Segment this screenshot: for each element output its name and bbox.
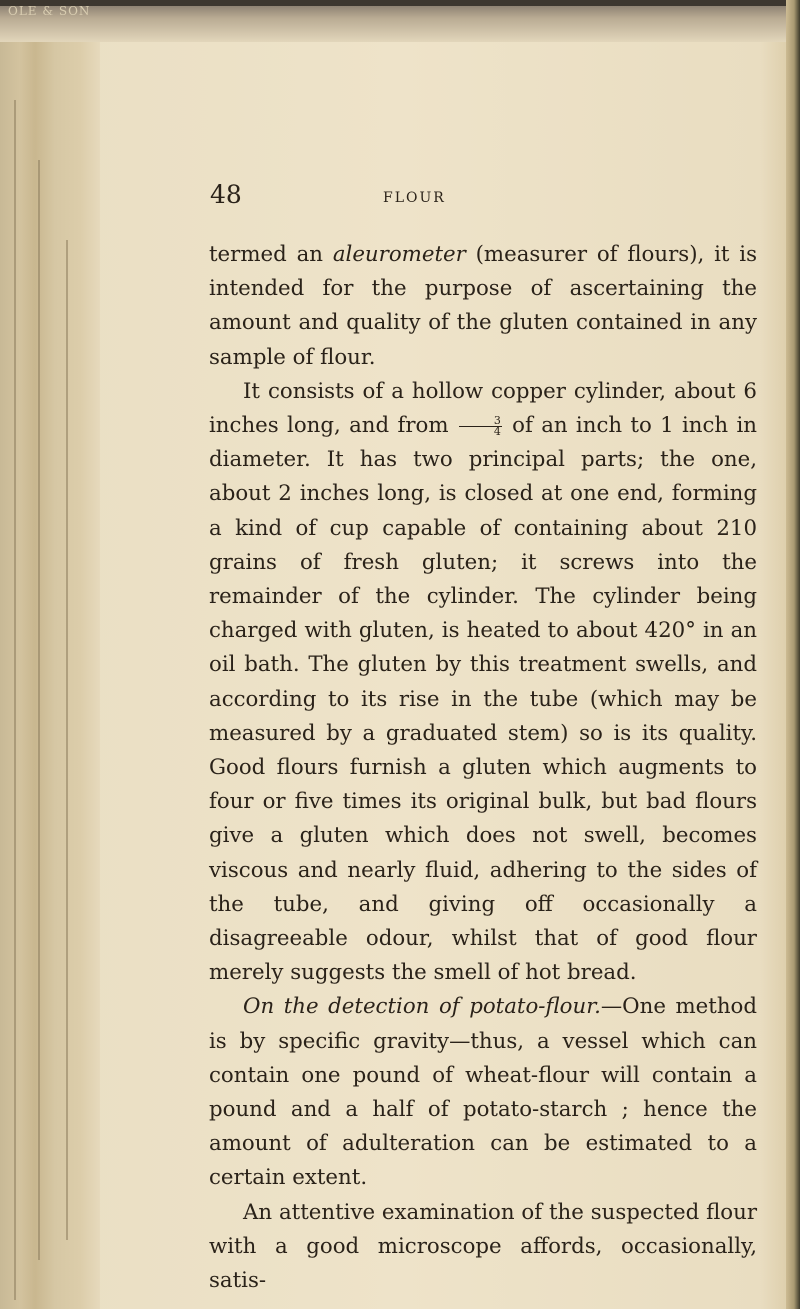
paragraph [209, 990, 757, 1195]
binding-gutter [0, 40, 100, 1309]
italic-heading: On the detection of potato-flour. [243, 994, 601, 1020]
page-header [0, 180, 800, 220]
gutter-line [66, 240, 68, 1240]
gutter-line [38, 160, 40, 1260]
top-edge-shadow [0, 0, 800, 6]
text-run: (measurer of flours), it is intended for the purpose of ascertaining the amount and quality of the gluten contained in any sample of flour. [209, 242, 757, 370]
paragraph [209, 375, 757, 991]
text-run: An attentive examination of the suspected flour with a good microscope affords, occasionally, satis- [209, 1199, 757, 1294]
running-head: FLOUR [383, 190, 446, 206]
page-number: 48 [210, 180, 242, 209]
fraction-denominator: 4 [493, 425, 501, 439]
text-run: of an inch to 1 inch in diameter. It has two principal parts; the one, about 2 inches long, is closed at one end, forming a kind of cup capable of containing about 210 grains of fresh gluten; it screws into the remainder of the cylinder. The cylinder being charged with gluten, is heated to about 420° in an oil bath. The gluten by this treatment swells, and according to its rise in the tube (which may be measured by a graduated stem) so is its quality. Good flours furnish a gluten which augments to four or five times its original bulk, but bad flours give a gluten which does not swell, becomes viscous and nearly fluid, adhering to the sides of the tube, and giving off occasionally a disagreeable odour, whilst that of good flour merely suggests the smell of hot bread. [209, 413, 757, 986]
gutter-line [14, 100, 16, 1300]
text-run: termed an [209, 242, 333, 267]
paragraph [209, 1196, 757, 1299]
text-run: It consists of a hollow copper cylinder, about 6 inches long, and from [209, 378, 757, 439]
fraction [459, 416, 502, 437]
italic-term: aleurometer [332, 242, 466, 267]
top-page-edge [0, 0, 800, 42]
paragraph [209, 238, 757, 375]
text-run: —One method is by specific gravity—thus, a vessel which can contain one pound of wheat-flour will contain a pound and a half of potato-starch ; hence the amount of adulteration can be estimated to a certain extent. [209, 994, 757, 1191]
fraction-numerator: 3 [459, 416, 502, 427]
edge-label: OLE & SON [8, 4, 91, 18]
body-text [209, 238, 757, 1298]
